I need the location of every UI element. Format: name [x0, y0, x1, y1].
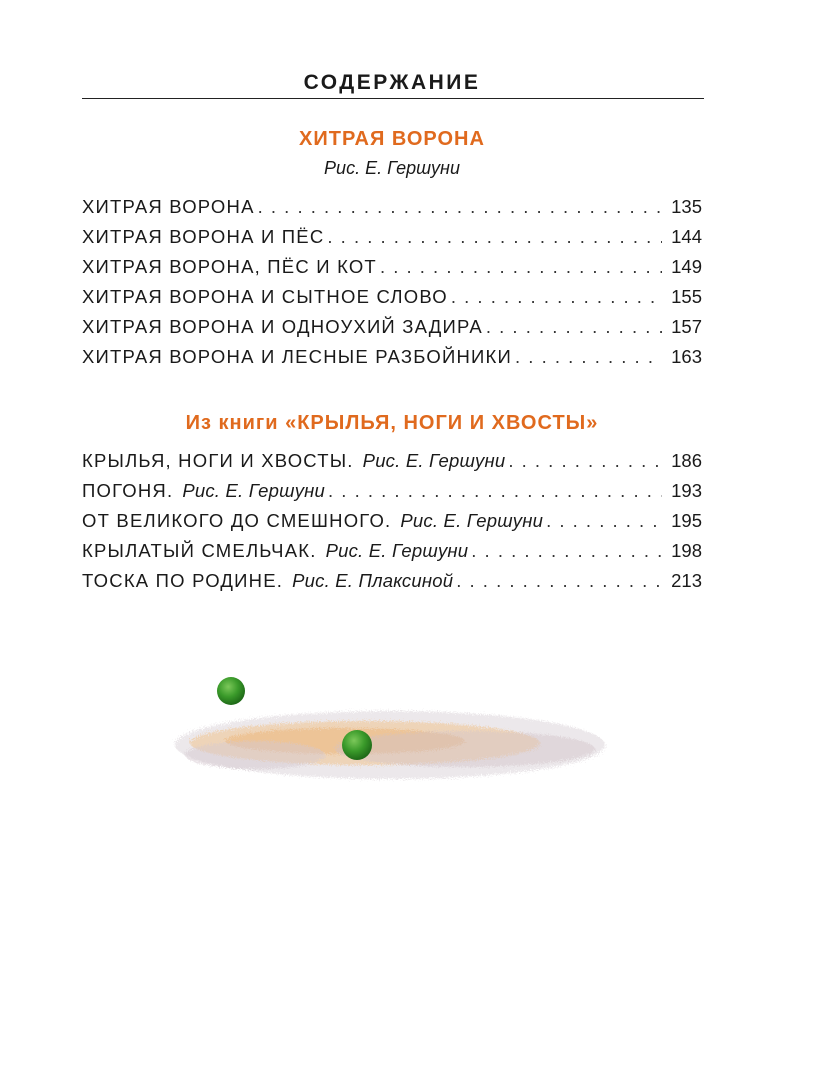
toc-entry[interactable] — [82, 252, 702, 282]
toc-entry-credit: Рис. Е. Гершуни — [362, 450, 506, 471]
toc-entry[interactable] — [82, 536, 702, 566]
page-title: СОДЕРЖАНИЕ — [303, 71, 481, 94]
toc-list-section-2 — [82, 446, 702, 596]
toc-entry[interactable] — [82, 566, 702, 596]
toc-entry-page: 186 — [671, 450, 702, 471]
section-subheading-1: Рис. Е. Гершуни — [324, 158, 460, 178]
toc-entry-title: КРЫЛЬЯ, НОГИ И ХВОСТЫ. — [82, 450, 354, 471]
toc-leader-dots — [380, 252, 662, 282]
toc-entry[interactable] — [82, 222, 702, 252]
toc-leader-dots — [328, 476, 662, 506]
toc-entry-title: ХИТРАЯ ВОРОНА — [82, 196, 255, 217]
toc-leader-dots — [456, 566, 662, 596]
section-heading-2: Из книги «КРЫЛЬЯ, НОГИ И ХВОСТЫ» — [185, 412, 599, 434]
toc-entry-credit: Рис. Е. Гершуни — [325, 540, 469, 561]
title-divider — [82, 98, 704, 99]
toc-entry-page: 213 — [671, 570, 702, 591]
toc-entry-title: ПОГОНЯ. — [82, 480, 174, 501]
toc-leader-dots — [451, 282, 662, 312]
toc-entry[interactable] — [82, 506, 702, 536]
toc-entry[interactable] — [82, 282, 702, 312]
toc-entry-page: 155 — [671, 286, 702, 307]
toc-entry[interactable] — [82, 446, 702, 476]
toc-leader-dots — [508, 446, 662, 476]
toc-entry-page: 135 — [671, 196, 702, 217]
toc-entry-title: ХИТРАЯ ВОРОНА И ЛЕСНЫЕ РАЗБОЙНИКИ — [82, 346, 513, 367]
toc-entry-page: 198 — [671, 540, 702, 561]
toc-leader-dots — [486, 312, 662, 342]
toc-entry-title: ХИТРАЯ ВОРОНА И ОДНОУХИЙ ЗАДИРА — [82, 316, 483, 337]
toc-entry-page: 195 — [671, 510, 702, 531]
toc-entry-credit: Рис. Е. Гершуни — [182, 480, 326, 501]
toc-entry-title: ХИТРАЯ ВОРОНА И СЫТНОЕ СЛОВО — [82, 286, 448, 307]
toc-leader-dots — [515, 342, 662, 372]
toc-entry-title: КРЫЛАТЫЙ СМЕЛЬЧАК. — [82, 540, 317, 561]
toc-entry-title: ХИТРАЯ ВОРОНА И ПЁС — [82, 226, 325, 247]
toc-entry[interactable] — [82, 342, 702, 372]
toc-leader-dots — [546, 506, 662, 536]
toc-entry-page: 193 — [671, 480, 702, 501]
toc-entry-page: 163 — [671, 346, 702, 367]
toc-entry[interactable] — [82, 312, 702, 342]
toc-entry-title: ТОСКА ПО РОДИНЕ. — [82, 570, 284, 591]
toc-entry-credit: Рис. Е. Плаксиной — [292, 570, 454, 591]
toc-entry-page: 144 — [671, 226, 702, 247]
toc-entry-page: 157 — [671, 316, 702, 337]
pea-icon — [217, 677, 245, 705]
toc-entry-credit: Рис. Е. Гершуни — [400, 510, 544, 531]
pea-icon — [342, 730, 372, 760]
toc-entry[interactable] — [82, 476, 702, 506]
toc-entry-title: ХИТРАЯ ВОРОНА, ПЁС И КОТ — [82, 256, 377, 277]
ground-patch-icon — [165, 665, 635, 805]
toc-leader-dots — [258, 192, 662, 222]
toc-entry[interactable] — [82, 192, 702, 222]
peas-on-ground-illustration — [165, 665, 635, 810]
toc-leader-dots — [471, 536, 662, 566]
toc-entry-page: 149 — [671, 256, 702, 277]
toc-list-section-1 — [82, 192, 702, 372]
toc-entry-title: ОТ ВЕЛИКОГО ДО СМЕШНОГО. — [82, 510, 392, 531]
toc-leader-dots — [327, 222, 662, 252]
section-heading-1: ХИТРАЯ ВОРОНА — [299, 128, 485, 150]
